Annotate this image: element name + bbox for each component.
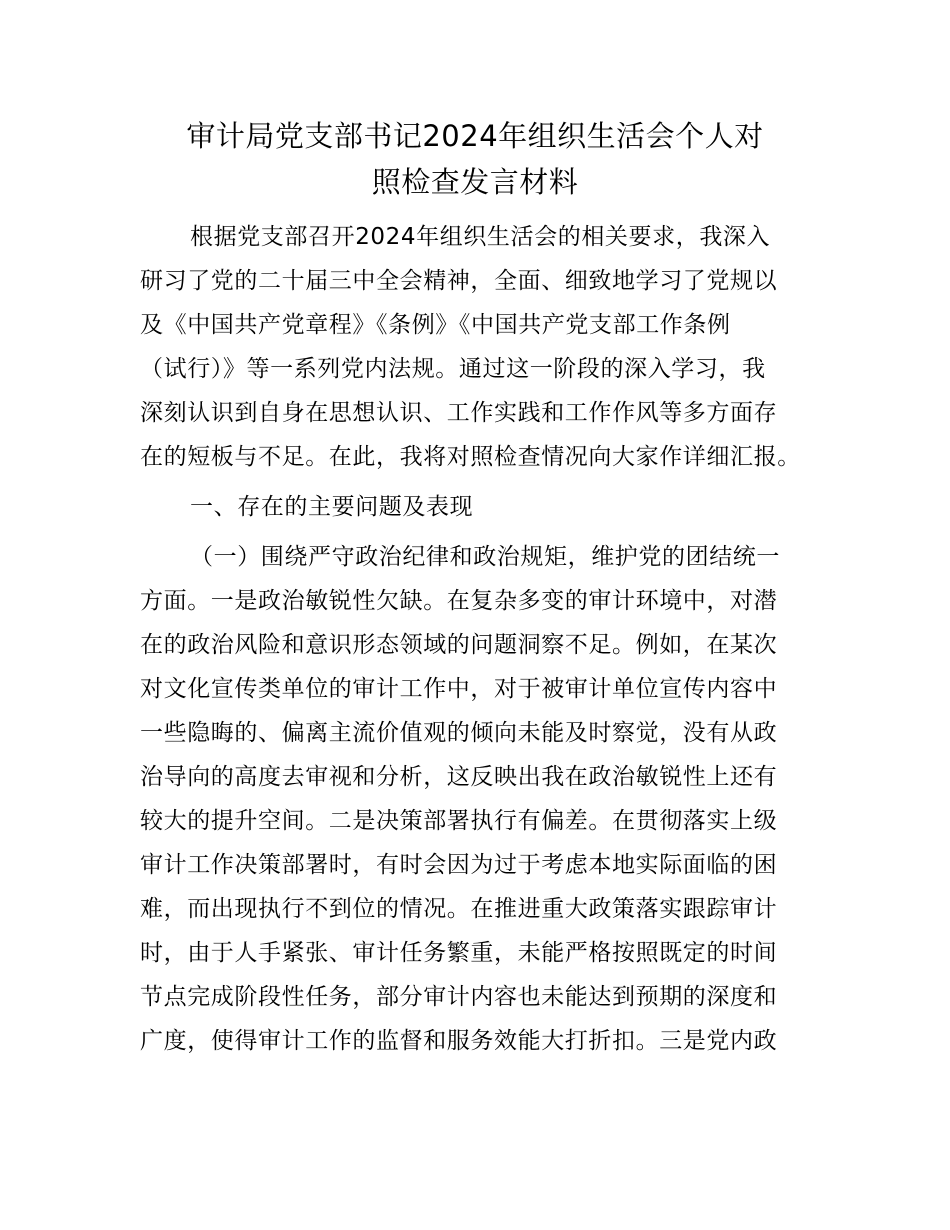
paragraph-line: （一）围绕严守政治纪律和政治规矩，维护党的团结统一 — [190, 544, 780, 570]
paragraph-line: 广度，使得审计工作的监督和服务效能大打折扣。三是党内政 — [140, 1028, 778, 1054]
paragraph-line: 一些隐晦的、偏离主流价值观的倾向未能及时察觉，没有从政 — [140, 720, 778, 746]
paragraph-line: 在的短板与不足。在此，我将对照检查情况向大家作详细汇报。 — [140, 444, 801, 470]
paragraph-line: 对文化宣传类单位的审计工作中，对于被审计单位宣传内容中 — [140, 676, 778, 702]
document-title-line-2: 照检查发言材料 — [371, 165, 579, 199]
document-title-line-1: 审计局党支部书记2024年组织生活会个人对 — [186, 119, 764, 153]
paragraph-line: （试行）》等一系列党内法规。通过这一阶段的深入学习，我 — [140, 356, 766, 382]
paragraph-line: 方面。一是政治敏锐性欠缺。在复杂多变的审计环境中，对潜 — [140, 588, 778, 614]
paragraph-line: 在的政治风险和意识形态领域的问题洞察不足。例如，在某次 — [140, 632, 778, 658]
paragraph-line: 治导向的高度去审视和分析，这反映出我在政治敏锐性上还有 — [140, 764, 778, 790]
paragraph-line: 难，而出现执行不到位的情况。在推进重大政策落实跟踪审计 — [140, 896, 778, 922]
paragraph-line: 及《中国共产党章程》《条例》《中国共产党支部工作条例 — [140, 312, 731, 338]
paragraph-line: 审计工作决策部署时，有时会因为过于考虑本地实际面临的困 — [140, 852, 778, 878]
paragraph-line: 研习了党的二十届三中全会精神，全面、细致地学习了党规以 — [140, 268, 778, 294]
paragraph-line: 根据党支部召开2024年组织生活会的相关要求，我深入 — [190, 224, 771, 250]
paragraph-line: 节点完成阶段性任务，部分审计内容也未能达到预期的深度和 — [140, 984, 778, 1010]
paragraph-line: 深刻认识到自身在思想认识、工作实践和工作作风等多方面存 — [140, 400, 778, 426]
section-heading: 一、存在的主要问题及表现 — [190, 494, 474, 520]
paragraph-line: 较大的提升空间。二是决策部署执行有偏差。在贯彻落实上级 — [140, 808, 778, 834]
paragraph-line: 时，由于人手紧张、审计任务繁重，未能严格按照既定的时间 — [140, 940, 778, 966]
